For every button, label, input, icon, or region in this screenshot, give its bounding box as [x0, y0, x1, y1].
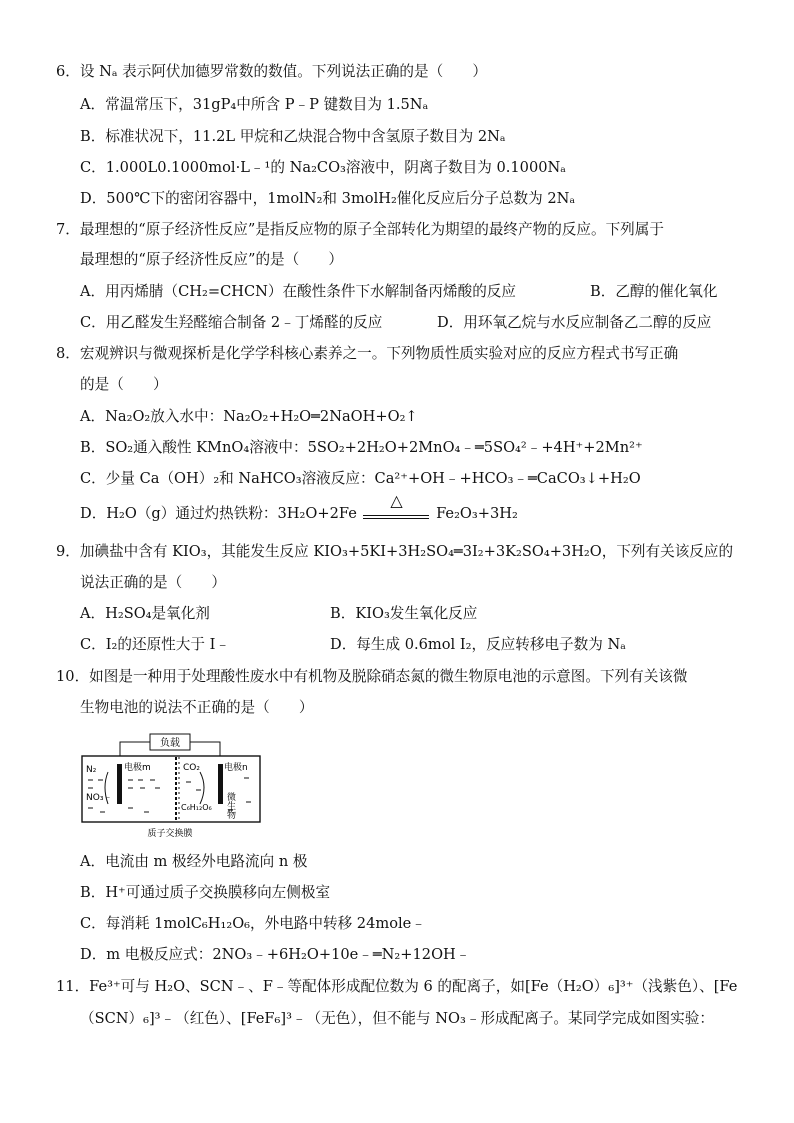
electrode-n-label: 电极n — [224, 763, 248, 773]
q8-option-d-left: D．H₂O（g）通过灼热铁粉：3H₂O+2Fe — [80, 505, 357, 522]
q10-option-c: C．每消耗 1molC₆H₁₂O₆，外电路中转移 24mole﹣ — [80, 915, 426, 932]
membrane-label: 质子交换膜 — [147, 829, 193, 839]
q10-stem-line1: 10．如图是一种用于处理酸性废水中有机物及脱除硝态氮的微生物原电池的示意图。下列有关该微 — [56, 668, 688, 685]
q11-stem-line2: （SCN）₆]³﹣（红色）、[FeF₆]³﹣（无色），但不能与 NO₃﹣形成配离子。某同学完成如图实验： — [80, 1010, 714, 1027]
q8-option-a: A．Na₂O₂放入水中：Na₂O₂+H₂O═2NaOH+O₂↑ — [80, 408, 418, 425]
equal-bar-top — [363, 515, 429, 516]
q6-option-a: A．常温常压下，31gP₄中所含 P﹣P 键数目为 1.5Nₐ — [80, 96, 429, 113]
q9-option-c: C．I₂的还原性大于 I﹣ — [80, 636, 230, 653]
electrode-m — [117, 764, 122, 804]
q6-stem: 6．设 Nₐ 表示阿伏加德罗常数的数值。下列说法正确的是（ ） — [56, 63, 487, 80]
q7-stem-line1: 7．最理想的“原子经济性反应”是指反应物的原子全部转化为期望的最终产物的反应。下列属于 — [56, 221, 664, 238]
co2-label: CO₂ — [183, 763, 200, 773]
q8-stem-line2: 的是（ ） — [80, 376, 168, 393]
glucose-label: C₆H₁₂O₆ — [181, 803, 212, 812]
q9-stem-line2: 说法正确的是（ ） — [80, 574, 226, 591]
equal-bar-bottom — [363, 518, 429, 519]
n2-label: N₂ — [86, 765, 97, 775]
q6-option-d: D．500℃下的密闭容器中，1molN₂和 3molH₂催化反应后分子总数为 2Nₐ — [80, 190, 576, 207]
no3-label: NO₃﹣ — [86, 793, 113, 803]
q10-stem-line2: 生物电池的说法不正确的是（ ） — [80, 699, 314, 716]
q8-option-d-right: Fe₂O₃+3H₂ — [436, 505, 518, 522]
q8-option-d — [80, 491, 518, 524]
microbe-label: 微生物 — [225, 792, 235, 819]
q9-option-d: D．每生成 0.6mol I₂，反应转移电子数为 Nₐ — [330, 636, 626, 653]
q6-option-b: B．标准状况下，11.2L 甲烷和乙炔混合物中含氢原子数目为 2Nₐ — [80, 128, 506, 145]
reaction-condition-arrow — [361, 491, 431, 524]
q8-option-c: C．少量 Ca（OH）₂和 NaHCO₃溶液反应：Ca²⁺+OH﹣+HCO₃﹣═CaCO₃↓+H₂O — [80, 470, 641, 487]
q7-option-b: B．乙醇的催化氧化 — [590, 283, 718, 300]
q9-option-a: A．H₂SO₄是氧化剂 — [80, 605, 210, 622]
q7-stem-line2: 最理想的“原子经济性反应”的是（ ） — [80, 251, 344, 268]
q10-option-d: D．m 电极反应式：2NO₃﹣+6H₂O+10e﹣═N₂+12OH﹣ — [80, 946, 471, 963]
q7-option-a: A．用丙烯腈（CH₂=CHCN）在酸性条件下水解制备丙烯酸的反应 — [80, 283, 516, 300]
heat-symbol: △ — [390, 491, 403, 510]
q11-stem-line1: 11．Fe³⁺可与 H₂O、SCN﹣、F﹣等配体形成配位数为 6 的配离子，如[Fe（H₂O）₆]³⁺（浅紫色）、[Fe — [56, 978, 738, 995]
q7-option-d: D．用环氧乙烷与水反应制备乙二醇的反应 — [437, 314, 712, 331]
q10-option-a: A．电流由 m 极经外电路流向 n 极 — [80, 853, 308, 870]
load-label: 负载 — [160, 738, 180, 749]
q6-option-c: C．1.000L0.1000mol·L﹣¹的 Na₂CO₃溶液中，阴离子数目为 0.1000Nₐ — [80, 159, 566, 176]
electrode-m-label: 电极m — [124, 763, 151, 773]
q8-option-b: B．SO₂通入酸性 KMnO₄溶液中：5SO₂+2H₂O+2MnO₄﹣═5SO₄²﹣+4H⁺+2Mn²⁺ — [80, 439, 643, 456]
q7-option-c: C．用乙醛发生羟醛缩合制备 2﹣丁烯醛的反应 — [80, 314, 383, 331]
fuel-cell-diagram — [80, 732, 280, 840]
q9-option-b: B．KIO₃发生氧化反应 — [330, 605, 478, 622]
q9-stem-line1: 9．加碘盐中含有 KIO₃，其能发生反应 KIO₃+5KI+3H₂SO₄═3I₂+3K₂SO₄+3H₂O，下列有关该反应的 — [56, 543, 734, 560]
electrode-n — [218, 764, 223, 804]
q10-option-b: B．H⁺可通过质子交换膜移向左侧极室 — [80, 884, 331, 901]
q8-stem-line1: 8．宏观辨识与微观探析是化学学科核心素养之一。下列物质性质实验对应的反应方程式书写正确 — [56, 345, 679, 362]
